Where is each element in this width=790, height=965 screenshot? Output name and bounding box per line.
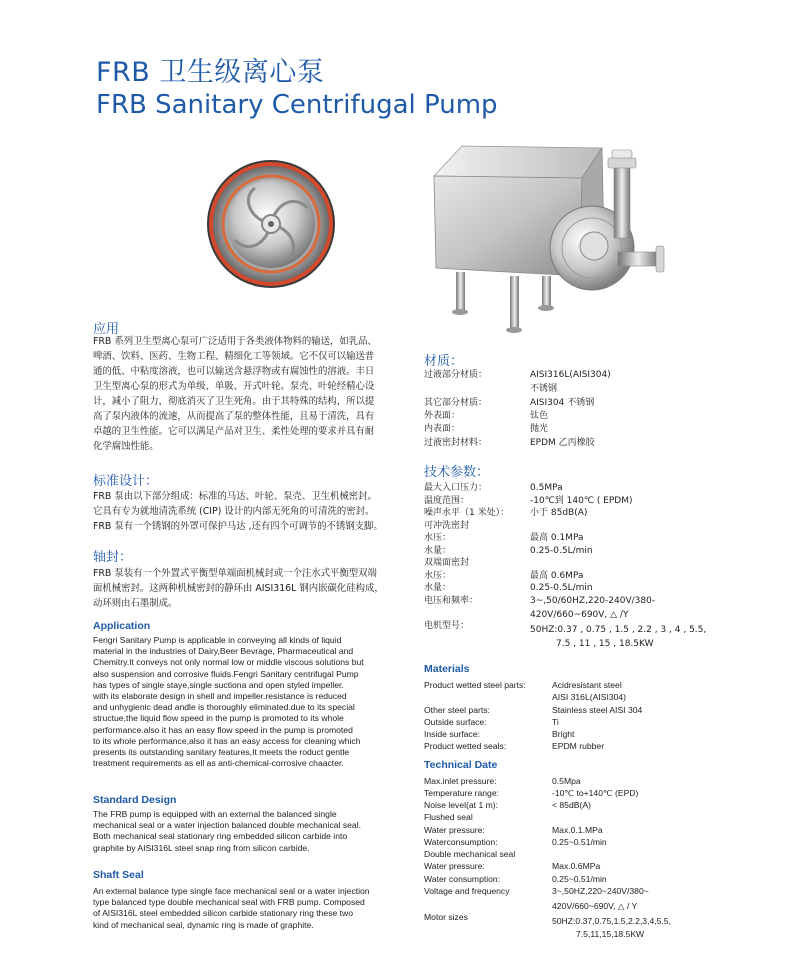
text-line: mechanical seal or a water injection balanced double mechanical seal. bbox=[93, 820, 361, 831]
spec-label: 最大入口压力： bbox=[424, 483, 488, 493]
cn-standard-heading: 标准设计： bbox=[93, 474, 159, 489]
pump-photo bbox=[422, 136, 682, 346]
spec-value: Max.0.6MPa bbox=[552, 861, 601, 871]
spec-label: Outside surface: bbox=[424, 717, 487, 727]
spec-label: Double mechanical seal bbox=[424, 849, 516, 859]
spec-value: -10℃ to+140℃ (EPD) bbox=[552, 788, 639, 798]
text-line: to its whole performance,also it has an easy access for cleaning which bbox=[93, 735, 361, 746]
cn-tech-heading: 技术参数： bbox=[424, 465, 490, 480]
en-seal-heading: Shaft Seal bbox=[93, 869, 144, 881]
spec-label: 其它部分材质： bbox=[424, 398, 488, 408]
spec-value: 最高 0.6MPa bbox=[530, 571, 584, 581]
spec-label: 电机型号： bbox=[424, 621, 470, 631]
spec-label: Inside surface: bbox=[424, 729, 480, 739]
text-line: 卓越的卫生性能。它可以满足产品对卫生、柔性处理的要求并具有耐 bbox=[93, 426, 375, 437]
cn-seal-heading: 轴封： bbox=[93, 550, 133, 565]
spec-value: 0.25-0.5L/min bbox=[530, 583, 593, 593]
text-line: has types of single staye,single suctiona and open styled impeller. bbox=[93, 679, 344, 690]
text-line: FRB 泵由以下部分组成：标准的马达、叶轮、泵壳、卫生机械密封。 bbox=[93, 491, 377, 502]
text-line: FRB 系列卫生型离心泵可广泛适用于各类液体物料的输送，如乳品、 bbox=[93, 336, 377, 347]
spec-label: 过液部分材质： bbox=[424, 370, 488, 380]
text-line: An external balance type single face mechanical seal or a water injection bbox=[93, 886, 370, 896]
spec-value: 420V/660~690V, △ / Y bbox=[552, 901, 638, 911]
text-line: 高了泵内液体的流速，从而提高了泵的整体性能，且易于清洗，具有 bbox=[93, 411, 375, 422]
en-standard-heading: Standard Design bbox=[93, 794, 177, 806]
spec-label: 水量： bbox=[424, 583, 452, 593]
spec-value: 50HZ:0.37 , 0.75 , 1.5 , 2.2 , 3 , 4 , 5.5, bbox=[530, 625, 707, 635]
spec-value: 抛光 bbox=[530, 424, 549, 434]
spec-value: 0.5Mpa bbox=[552, 776, 581, 786]
spec-label: Max.inlet pressure: bbox=[424, 776, 497, 786]
text-line: FRB 泵有一个锈钢的外罩可保护马达 ,还有四个可调节的不锈钢支脚。 bbox=[93, 521, 383, 532]
spec-label: Waterconsumption: bbox=[424, 837, 498, 847]
spec-value: 3~,50HZ,220~240V/380~ bbox=[552, 886, 649, 896]
text-line: 它具有专为就地清洗系统 (CIP) 设计的内部无死角的可清洗的密封。 bbox=[93, 506, 375, 517]
spec-value: 小于 85dB(A) bbox=[530, 508, 588, 518]
spec-label: 过液密封材料： bbox=[424, 438, 488, 448]
text-line: of AISI316L steel embedded silicon carbide stationary ring these two bbox=[93, 908, 354, 919]
text-line: 卫生型离心泵的形式为单级、单吸、开式叶轮。泵壳、叶轮经精心设 bbox=[93, 381, 375, 392]
text-line: 计，减小了阻力，彻底消灭了卫生死角。由于其特殊的结构，所以提 bbox=[93, 396, 375, 407]
text-line: material in the industries of Dairy,Beer Bevrage, Pharmaceutical and bbox=[93, 646, 354, 657]
text-line: graphite by AISI316L steel snap ring from silicon carbide. bbox=[93, 842, 310, 853]
text-line: 啤酒、饮料、医药、生物工程、精细化工等领域。它不仅可以输送普 bbox=[93, 351, 375, 362]
spec-value: 钛色 bbox=[530, 411, 549, 421]
text-line: treatment requirements as ell as anti-chemical-corrosive chaacter. bbox=[93, 758, 344, 769]
spec-value: 最高 0.1MPa bbox=[530, 533, 584, 543]
spec-value: 7.5,11,15,18.5KW bbox=[576, 929, 645, 939]
cn-standard-text bbox=[93, 489, 413, 534]
en-materials-heading: Materials bbox=[424, 663, 470, 675]
cn-application-text bbox=[93, 334, 413, 454]
spec-label: 内表面： bbox=[424, 424, 461, 434]
spec-value: < 85dB(A) bbox=[552, 800, 591, 810]
text-line: kind of mechanical seal, dynamic ring is made of graphite. bbox=[93, 919, 314, 930]
spec-label: Water pressure: bbox=[424, 825, 485, 835]
en-seal-text bbox=[93, 886, 409, 931]
text-line: with its elaborate design in shell and impeller.resistance is reduced bbox=[93, 691, 347, 702]
spec-value: -10℃到 140℃ ( EPDM) bbox=[530, 496, 633, 506]
en-standard-text bbox=[93, 809, 409, 854]
spec-label: Motor sizes bbox=[424, 912, 468, 922]
text-line: 面机械密封。这两种机械密封的静环由 AISI316L 钢内嵌碳化硅构成， bbox=[93, 583, 384, 594]
spec-value: 420V/660~690V, △ /Y bbox=[530, 610, 629, 620]
page-title-en: FRB Sanitary Centrifugal Pump bbox=[96, 90, 498, 120]
spec-label: Temperature range: bbox=[424, 788, 499, 798]
spec-value: 0.5MPa bbox=[530, 483, 563, 493]
spec-value: AISI304 不锈钢 bbox=[530, 398, 595, 408]
text-line: FRB 泵装有一个外置式平衡型单端面机械封或一个注水式平衡型双端 bbox=[93, 568, 377, 579]
spec-value: Max.0.1.MPa bbox=[552, 825, 603, 835]
spec-label: Voltage and frequency bbox=[424, 886, 510, 896]
spec-value: EPDM rubber bbox=[552, 741, 605, 751]
spec-label: 水压： bbox=[424, 571, 452, 581]
spec-value: 0.25~0.51/min bbox=[552, 837, 607, 847]
spec-label: 电压和频率： bbox=[424, 596, 479, 606]
text-line: type balanced type double mechanical seal with FRB pump. Composed bbox=[93, 897, 365, 908]
spec-value: Ti bbox=[552, 717, 559, 727]
page-title-cn: FRB 卫生级离心泵 bbox=[96, 57, 325, 88]
spec-label: 水量： bbox=[424, 546, 452, 556]
en-tech-heading: Technical Date bbox=[424, 759, 498, 771]
spec-value: 0.25~0.51/min bbox=[552, 874, 607, 884]
cn-seal-text bbox=[93, 566, 413, 611]
spec-label: Flushed seal bbox=[424, 812, 473, 822]
spec-value: 7.5 , 11 , 15 , 18.5KW bbox=[556, 639, 654, 649]
text-line: 通的低、中粘度溶液，也可以输送含悬浮物或有腐蚀性的溶液。丰日 bbox=[93, 366, 375, 377]
text-line: 动环则由石墨制成。 bbox=[93, 598, 178, 609]
cn-materials-heading: 材质： bbox=[424, 354, 464, 369]
text-line: Chemitry.It conveys not only normal low or middle viscous solutions but bbox=[93, 657, 364, 668]
spec-value: Bright bbox=[552, 729, 575, 739]
spec-label: 外表面： bbox=[424, 411, 461, 421]
spec-value: 3~,50/60HZ,220-240V/380- bbox=[530, 596, 656, 606]
spec-value: 不锈钢 bbox=[530, 384, 558, 394]
en-application-text bbox=[93, 635, 409, 769]
spec-label: 水压： bbox=[424, 533, 452, 543]
text-line: also suspension and corrosive fluids.Fengri Sanitary centrifugal Pump bbox=[93, 668, 359, 679]
en-application-heading: Application bbox=[93, 620, 151, 632]
spec-label: Water pressure: bbox=[424, 861, 485, 871]
text-line: The FRB pump is equipped with an external the balanced single bbox=[93, 809, 337, 819]
impeller-photo bbox=[207, 160, 335, 288]
text-line: 化学腐蚀性能。 bbox=[93, 441, 159, 452]
spec-value: 0.25-0.5L/min bbox=[530, 546, 593, 556]
spec-label: Product wetted steel parts: bbox=[424, 680, 526, 690]
text-line: Both mechanical seal stationary ring embedded silicon carbide into bbox=[93, 831, 348, 842]
cn-application-heading: 应用 bbox=[93, 322, 120, 337]
spec-value: AISI 316L(AISI304) bbox=[552, 692, 627, 702]
text-line: performance.also it has an easy flow speed in the pump is promoted bbox=[93, 724, 353, 735]
text-line: presents its outstanding sanitary features,It meets the roduct gentle bbox=[93, 747, 350, 758]
spec-label: Water consumption: bbox=[424, 874, 501, 884]
spec-value: Acidresistant steel bbox=[552, 680, 622, 690]
spec-label: Other steel parts: bbox=[424, 705, 490, 715]
spec-label: 噪声水平（1 米处）： bbox=[424, 508, 510, 518]
spec-label: 温度范围： bbox=[424, 496, 470, 506]
spec-label: Noise level(at 1 m): bbox=[424, 800, 499, 810]
spec-label: Product wetted seals: bbox=[424, 741, 507, 751]
spec-value: Stainless steel AISI 304 bbox=[552, 705, 643, 715]
text-line: Fengri Sanitary Pump is applicable in conveying all kinds of liquid bbox=[93, 635, 342, 645]
text-line: structue,the liquid flow speed in the pump is promoted to its whole bbox=[93, 713, 344, 724]
spec-value: AISI316L(AISI304) bbox=[530, 370, 611, 380]
spec-value: EPDM 乙丙橡胶 bbox=[530, 438, 595, 448]
text-line: and unhygienic dead andle is thoroughly eliminated.due to its special bbox=[93, 702, 355, 713]
spec-label: 可冲洗密封 bbox=[424, 521, 470, 531]
spec-label: 双端面密封 bbox=[424, 558, 470, 568]
spec-value: 50HZ:0.37,0.75,1.5,2.2,3,4,5.5, bbox=[552, 916, 671, 926]
